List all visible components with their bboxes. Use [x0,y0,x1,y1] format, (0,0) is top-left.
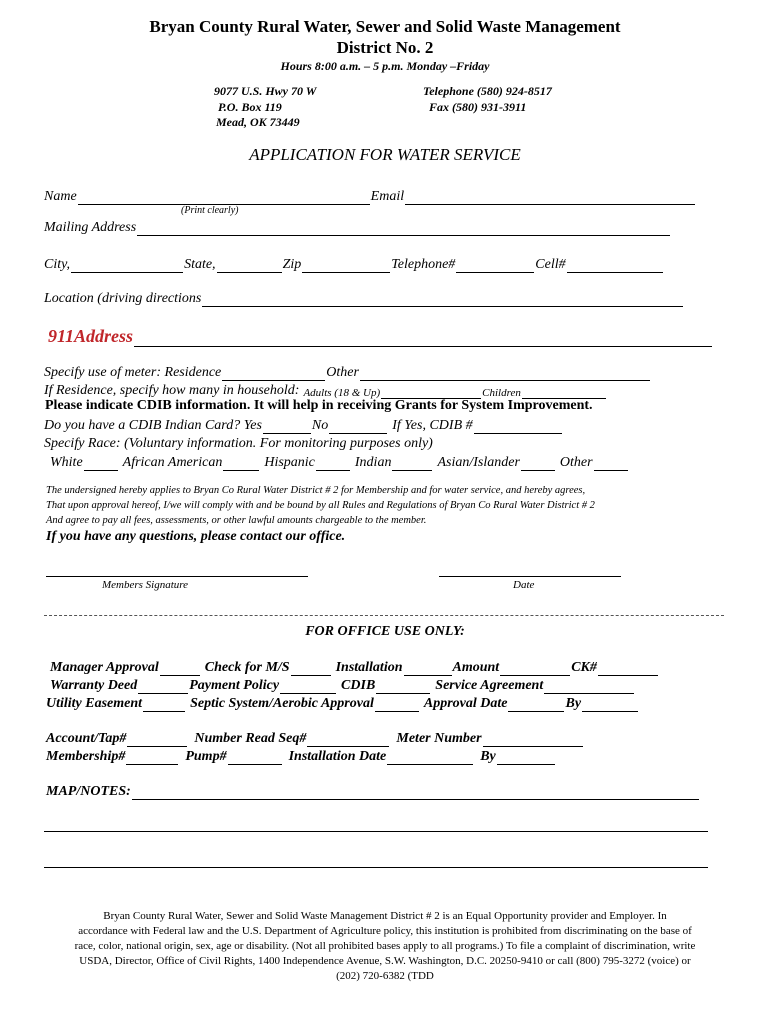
race-african-american-label: African American [122,455,223,470]
office-row2 [50,674,635,694]
membership-label: Membership# [46,749,126,764]
name-label: Name [44,189,77,204]
map-notes-line3[interactable] [44,867,708,868]
email-field[interactable] [405,191,695,205]
email-label: Email [370,189,405,204]
service-agreement-label: Service Agreement [435,678,544,693]
map-notes-line2[interactable] [44,831,708,832]
install-by-field[interactable] [497,751,555,765]
city-field[interactable] [71,259,183,273]
installation-date-label: Installation Date [288,749,387,764]
agreement-line1: The undersigned hereby applies to Bryan Co Rural Water District # 2 for Membership and for water service, and hereby agrees, [46,485,586,496]
cdib-card-label: Do you have a CDIB Indian Card? Yes [44,418,262,433]
office-hours: Hours 8:00 a.m. – 5 p.m. Monday –Friday [280,59,490,73]
signature-line[interactable] [46,576,308,577]
location-label: Location (driving directions [44,291,202,306]
name-email-row [44,185,696,205]
number-read-seq-label: Number Read Seq# [194,731,307,746]
adults-label: Adults (18 & Up) [303,387,381,399]
eeo-statement [48,909,722,984]
address-line2: P.O. Box 119 [218,100,282,114]
address-line1: 9077 U.S. Hwy 70 W [214,84,317,98]
location-row [44,287,684,307]
pump-field[interactable] [228,751,282,765]
office-row4 [46,727,584,747]
race-hispanic-field[interactable] [316,457,350,471]
septic-label: Septic System/Aerobic Approval [190,696,374,711]
print-clearly-note: (Print clearly) [181,205,239,216]
eeo-line4: USDA, Director, Office of Civil Rights, 1400 Independence Avenue, S.W. Washington, D.C. 20250-9410 or call (800) 795-3272 (voice) or [79,955,691,967]
approval-date-field[interactable] [508,698,564,712]
org-title-line2: District No. 2 [336,38,434,57]
mailing-address-field[interactable] [137,222,670,236]
race-indian-label: Indian [354,455,392,470]
race-other-field[interactable] [594,457,628,471]
name-field[interactable] [78,191,370,205]
signature-label: Members Signature [102,579,189,591]
installation-date-field[interactable] [387,751,473,765]
office-row1 [50,656,659,676]
race-asian-islander-field[interactable] [521,457,555,471]
race-african-american-field[interactable] [223,457,259,471]
meter-number-label: Meter Number [396,731,482,746]
office-use-title: FOR OFFICE USE ONLY: [305,624,465,639]
org-title-line1: Bryan County Rural Water, Sewer and Solid Waste Management [149,17,621,36]
household-row [44,379,607,399]
date-line[interactable] [439,576,621,577]
telephone-number: Telephone (580) 924-8517 [423,84,552,98]
office-divider [44,615,724,616]
check-ms-label: Check for M/S [204,660,290,675]
agreement-line2: That upon approval hereof, I/we will comply with and be bound by all Rules and Regulations of Bryan Co Rural Water District # 2 [46,500,595,511]
address911-row [48,323,713,347]
children-field[interactable] [522,385,606,399]
account-tap-label: Account/Tap# [46,731,127,746]
office-row3 [46,692,639,712]
telephone-field[interactable] [456,259,534,273]
mailing-address-label: Mailing Address [44,220,137,235]
address-line3: Mead, OK 73449 [216,115,300,129]
state-field[interactable] [217,259,282,273]
utility-easement-field[interactable] [143,698,185,712]
cdib-office-label: CDIB [341,678,376,693]
race-hispanic-label: Hispanic [264,455,315,470]
pump-label: Pump# [185,749,227,764]
state-label: State, [184,257,216,272]
city-row [44,253,664,273]
race-white-label: White [50,455,83,470]
race-options-row [50,451,629,471]
questions-note: If you have any questions, please contact our office. [46,529,346,544]
manager-approval-label: Manager Approval [50,660,159,675]
household-label: If Residence, specify how many in household: [44,383,300,398]
race-white-field[interactable] [84,457,118,471]
utility-easement-label: Utility Easement [46,696,143,711]
cdib-number-label: If Yes, CDIB # [392,418,473,433]
office-row5 [46,745,556,765]
warranty-deed-label: Warranty Deed [50,678,138,693]
septic-field[interactable] [375,698,419,712]
install-by-label: By [480,749,496,764]
meter-use-label: Specify use of meter: Residence [44,365,222,380]
eeo-line5: (202) 720-6382 (TDD [336,970,434,982]
city-label: City, [44,257,71,272]
cdib-no-label: No [311,418,329,433]
zip-field[interactable] [302,259,390,273]
approval-by-field[interactable] [582,698,638,712]
map-notes-row [46,780,700,800]
payment-policy-label: Payment Policy [189,678,280,693]
location-field[interactable] [202,293,683,307]
telephone-label: Telephone# [391,257,456,272]
ck-label: CK# [571,660,597,675]
approval-by-label: By [565,696,582,711]
cell-field[interactable] [567,259,663,273]
approval-date-label: Approval Date [423,696,508,711]
cdib-card-row [44,414,563,434]
race-asian-islander-label: Asian/Islander [437,455,520,470]
agreement-line3: And agree to pay all fees, assessments, or other lawful amounts chargeable to the member. [46,515,427,526]
other-label: Other [326,365,359,380]
form-title: APPLICATION FOR WATER SERVICE [249,145,521,164]
cdib-info-text: Please indicate CDIB information. It will help in receiving Grants for System Improvement. [45,398,593,413]
race-label: Specify Race: (Voluntary information. For monitoring purposes only) [44,436,433,451]
address911-label: 911Address [48,326,134,346]
eeo-line3: race, color, national origin, sex, age or disability. (Not all prohibited bases apply to all programs.) To file a complaint of discrimination, write [74,940,696,952]
eeo-line1: Bryan County Rural Water, Sewer and Solid Waste Management District # 2 is an Equal Opportunity provider and Employer. In [103,910,667,922]
adults-field[interactable] [381,385,481,399]
membership-field[interactable] [126,751,178,765]
date-label: Date [513,579,535,591]
address911-field[interactable] [134,330,712,347]
amount-label: Amount [452,660,500,675]
fax-number: Fax (580) 931-3911 [429,100,527,114]
cell-label: Cell# [535,257,566,272]
race-header-row [44,432,433,452]
map-notes-label: MAP/NOTES: [46,784,131,799]
installation-label: Installation [335,660,403,675]
race-other-label: Other [559,455,593,470]
mailing-row [44,216,671,236]
meter-row [44,361,651,381]
map-notes-line1[interactable] [132,786,699,800]
children-label: Children [482,387,521,399]
eeo-line2: accordance with Federal law and the U.S. Department of Agriculture policy, this institution is prohibited from discriminating on the base of [78,925,692,937]
race-indian-field[interactable] [392,457,432,471]
cdib-number-field[interactable] [474,420,562,434]
zip-label: Zip [282,257,302,272]
